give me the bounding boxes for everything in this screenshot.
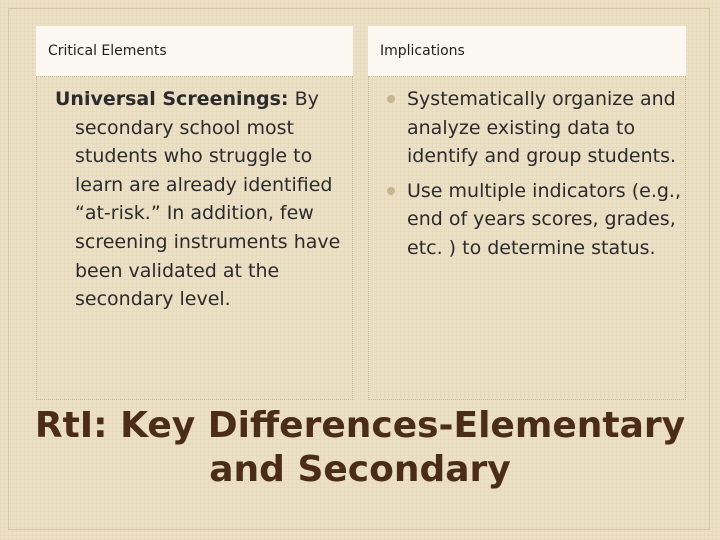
slide-title — [20, 404, 700, 492]
header-critical-elements: Critical Elements — [48, 43, 167, 59]
slide-title-line-2: and Secondary — [209, 449, 511, 490]
universal-screenings-term: Universal Screenings: — [55, 88, 289, 110]
list-item — [389, 177, 681, 263]
universal-screenings-description: By secondary school most students who struggle to learn are already identified “at-risk.” In addition, few screening instruments have been validated at the secondary level. — [75, 88, 341, 311]
header-implications: Implications — [380, 43, 465, 59]
header-cell-critical-elements — [36, 26, 353, 76]
critical-elements-column — [36, 26, 353, 400]
critical-elements-cell — [36, 76, 353, 400]
implications-list — [389, 85, 681, 269]
critical-elements-text — [55, 85, 365, 314]
implications-cell — [368, 76, 686, 400]
implication-text: Use multiple indicators (e.g., end of years scores, grades, etc. ) to determine status. — [407, 179, 682, 259]
round-bullet-icon — [387, 95, 395, 103]
comparison-table — [36, 26, 686, 400]
slide-title-line-1: RtI: Key Differences-Elementary — [34, 405, 686, 446]
header-cell-implications — [368, 26, 686, 76]
list-item — [389, 85, 681, 171]
implications-column — [368, 26, 686, 400]
implication-text: Systematically organize and analyze existing data to identify and group students. — [407, 88, 677, 168]
round-bullet-icon — [387, 187, 395, 195]
